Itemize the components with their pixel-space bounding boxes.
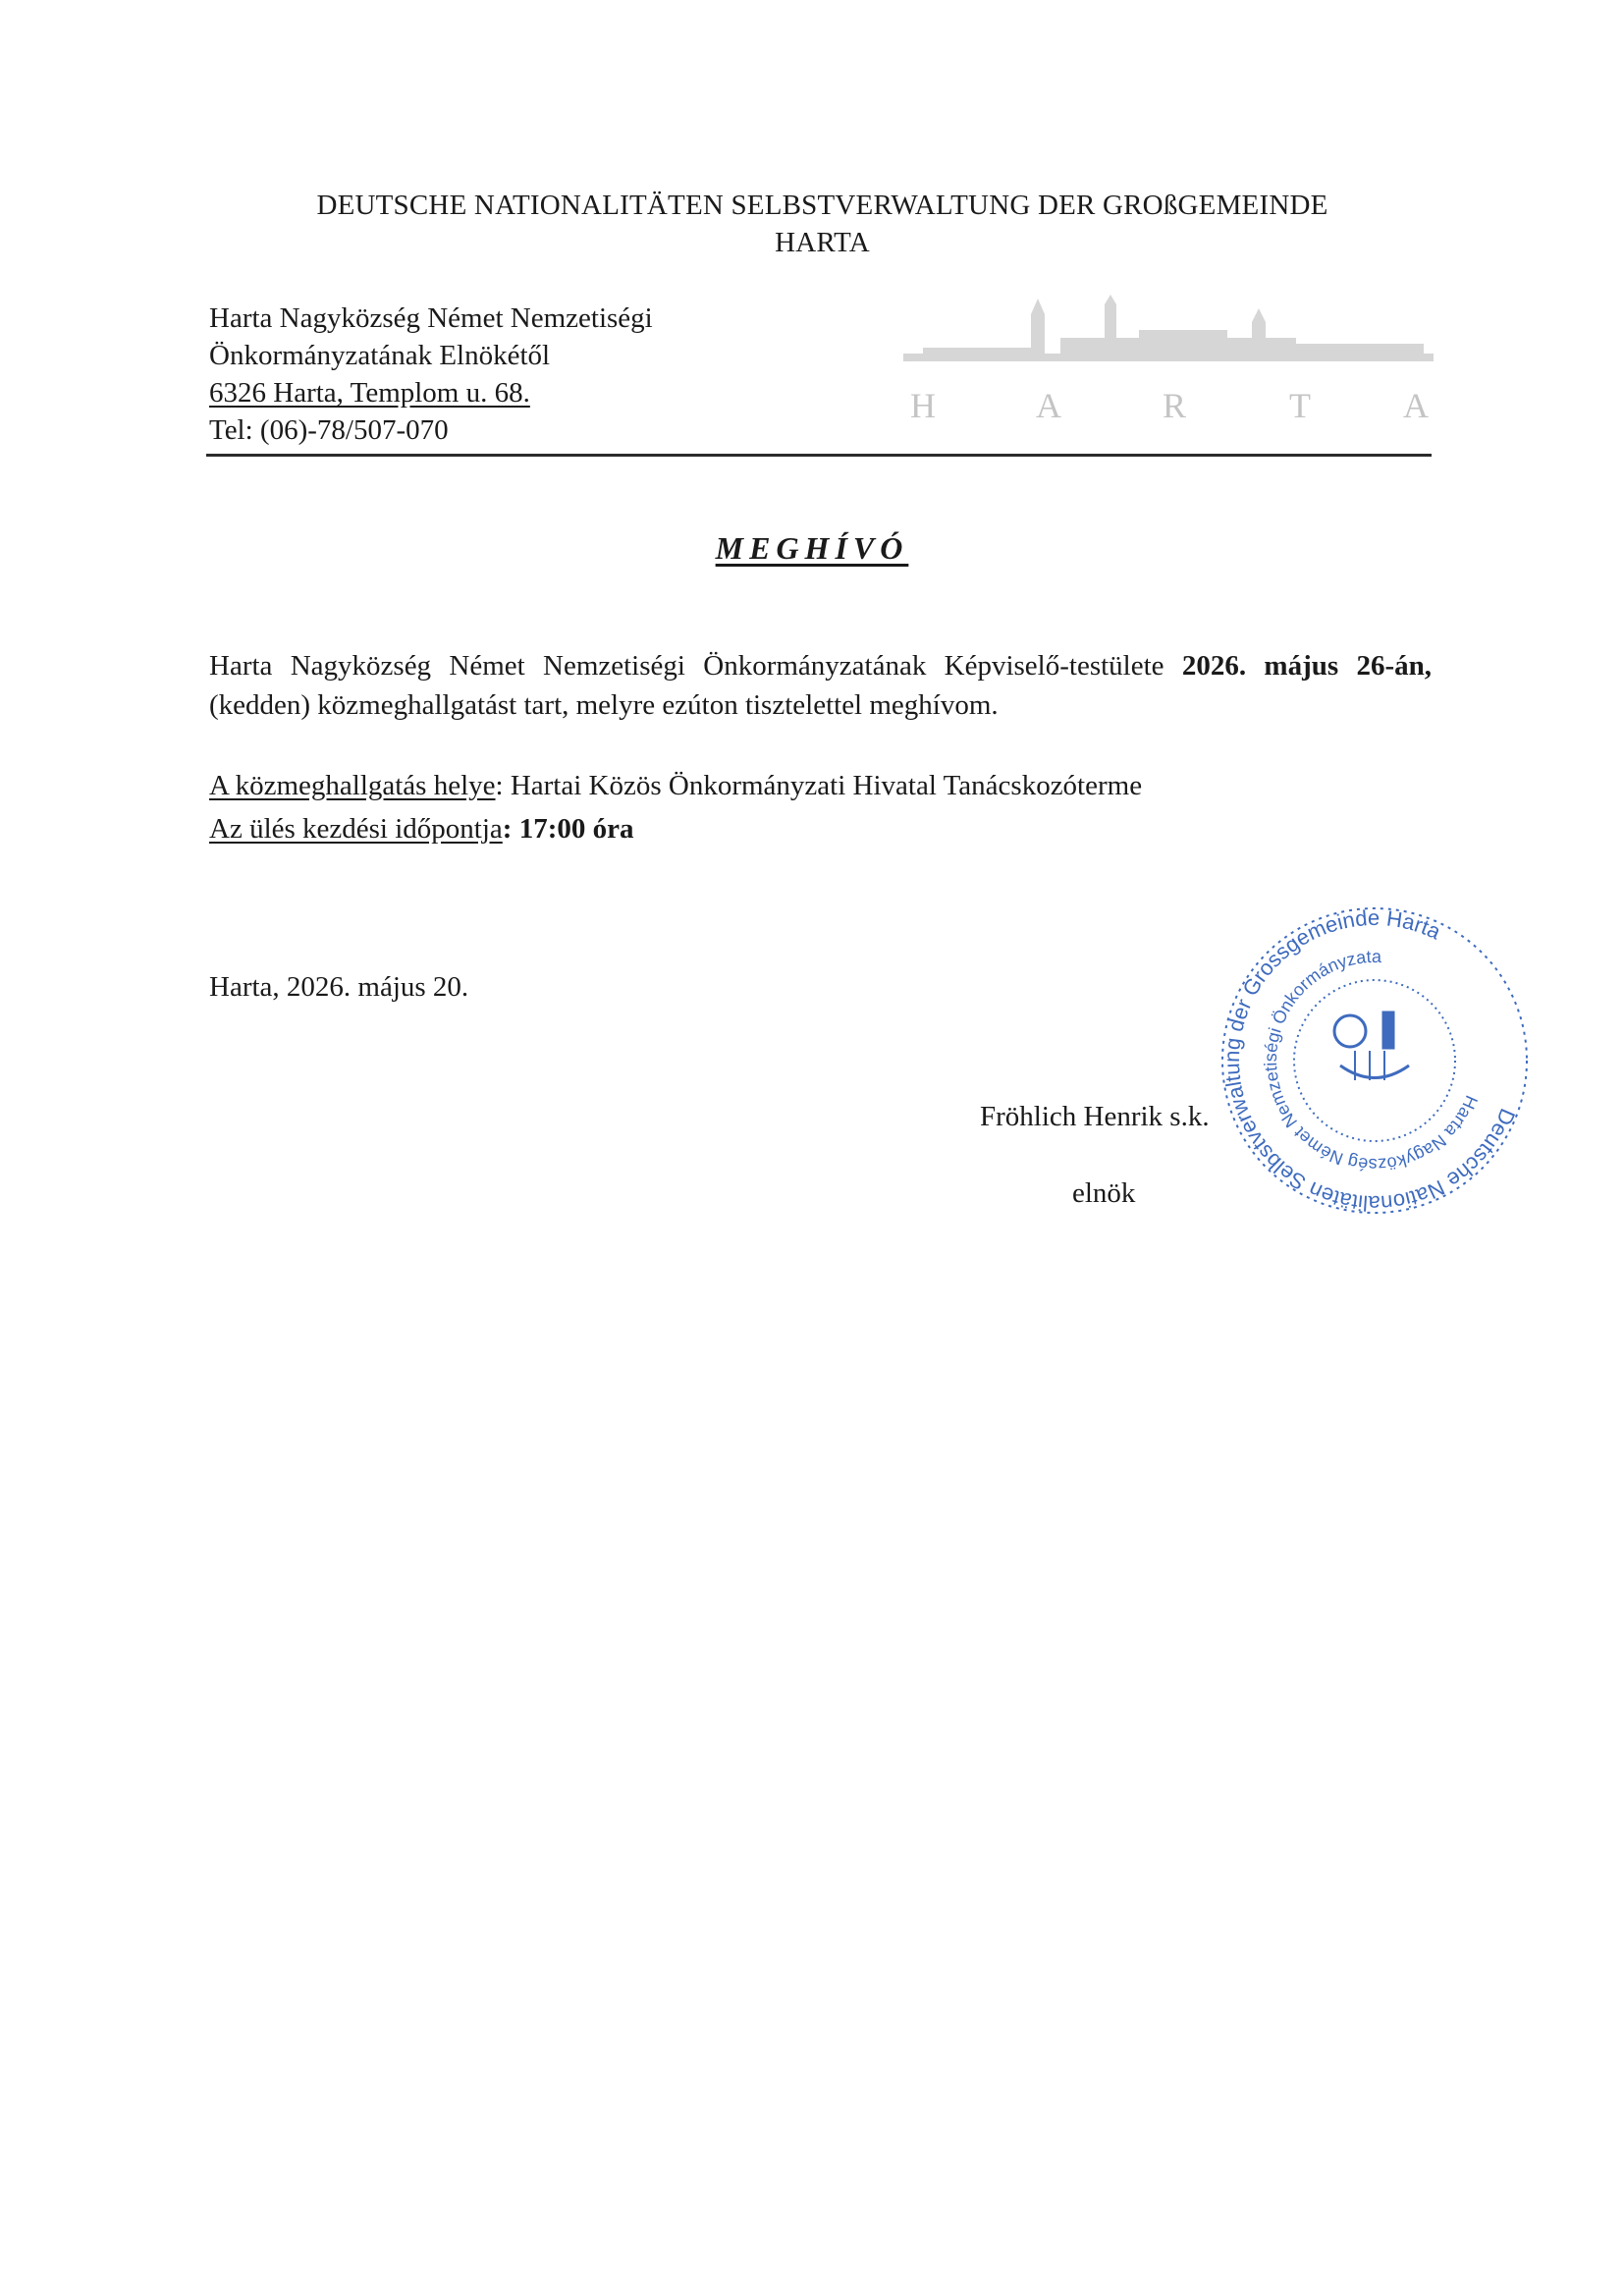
place-and-date: Harta, 2026. május 20. [209,971,469,1003]
organization-title [206,187,1438,261]
document-heading [0,530,1624,567]
stamp-inner-textpath: Harta Nagyközség Német Nemzetiségi Önkormányzata [1260,946,1482,1175]
paragraph-part1: Harta Nagyközség Német Nemzetiségi Önkormányzatának Képviselő-testülete [209,650,1182,682]
signer-role: elnök [1072,1177,1136,1209]
logo-letter-r: R [1162,386,1187,425]
invitation-paragraph [209,646,1432,725]
sender-block [209,300,896,449]
meeting-time-line [209,809,1432,848]
meeting-time-value: 17:00 óra [518,813,634,845]
organization-title-line1: DEUTSCHE NATIONALITÄTEN SELBSTVERWALTUNG DER GROßGEMEINDE [316,190,1328,221]
meeting-place-line [209,766,1432,805]
logo-letter-a1: A [1036,386,1061,425]
organization-title-line2: HARTA [775,227,870,258]
signer-name: Fröhlich Henrik s.k. [980,1101,1210,1132]
official-stamp [1218,903,1532,1218]
paragraph-part2: (kedden) közmeghallgatást tart, melyre ezúton tisztelettel meghívom. [209,689,999,721]
heading-text: MEGHÍVÓ [715,530,909,566]
header-divider [206,454,1432,457]
sender-phone: Tel: (06)-78/507-070 [209,414,449,446]
stamp-emblem [1334,1011,1409,1080]
stamp-outer-textpath: Deutsche Nationalitäten Selbstverwaltung der Grossgemeinde Harta [1218,904,1521,1217]
logo-letter-h: H [910,386,936,425]
sender-name-line1: Harta Nagyközség Német Nemzetiségi [209,302,653,334]
sender-address: 6326 Harta, Templom u. 68. [209,377,530,409]
meeting-time-label: Az ülés kezdési időpontja [209,813,503,845]
logo-letter-a2: A [1403,386,1429,425]
meeting-place-label: A közmeghallgatás helye [209,770,496,801]
meeting-place-value: : Hartai Közös Önkormányzati Hivatal Tanácskozóterme [495,770,1143,801]
harta-skyline-logo [903,295,1434,432]
meeting-date: 2026. május 26-án, [1181,650,1432,682]
logo-letter-t: T [1289,386,1311,425]
sender-name-line2: Önkormányzatának Elnökétől [209,340,551,371]
meeting-time-separator: : [502,813,519,845]
